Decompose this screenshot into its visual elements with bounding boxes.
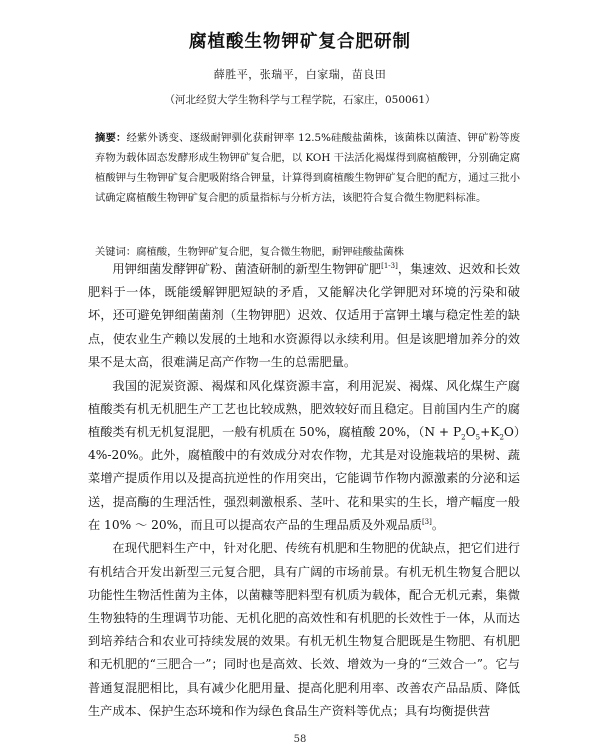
- paragraph-2-text-b: O）4%-20%。此外，腐植酸中的有效成分对农作物，尤其是对设施栽培的果树、蔬菜增产提质作用以及提高抗逆性的作用突出，它能调节作物内源激素的分泌和运送，提高酶的生理活性，强烈刺激根系、茎叶、花和果实的生长，增产幅度一般在 10% ～ 20%，而且可以提高农产品的生理品质及外观品质: [88, 424, 520, 532]
- abstract: [95, 128, 520, 208]
- paragraph-2: [88, 375, 520, 537]
- subscript: 2: [499, 433, 504, 442]
- paragraph-2-text-a: 我国的泥炭资源、褐煤和风化煤资源丰富，利用泥炭、褐煤、风化煤生产腐植酸类有机无机肥生产工艺也比较成熟，肥效较好而且稳定。目前国内生产的腐植酸类有机无机复混肥，一般有机质在 50%，腐植酸 20%，（N + P: [88, 378, 520, 439]
- paragraph-1-text-a: 用钾细菌发酵钾矿粉、菌渣研制的新型生物钾矿肥: [112, 262, 382, 276]
- affiliation: （河北经贸大学生物科学与工程学院，石家庄，050061）: [164, 94, 436, 106]
- formula-part: +K: [480, 424, 500, 439]
- paragraph-1: [88, 258, 520, 374]
- subscript: 2: [461, 433, 466, 442]
- paragraph-2-text-c: 。: [431, 517, 445, 532]
- authors: 薛胜平，张瑞平，白家瑞，苗良田: [213, 68, 387, 81]
- paper-title: 腐植酸生物钾矿复合肥研制: [189, 32, 411, 52]
- subscript: 5: [475, 433, 481, 442]
- citation: [1-3]: [381, 261, 398, 270]
- citation: [3]: [421, 517, 432, 526]
- formula-part: O: [465, 424, 476, 439]
- abstract-text: 经紫外诱变、逐级耐钾驯化获耐钾率 12.5%硅酸盐菌株，该菌株以菌渣、钾矿粉等废弃物为载体固态发酵形成生物钾矿复合肥，以 KOH 干法活化褐煤得到腐植酸钾，分别确定腐植酸钾与生物钾矿复合肥吸附络合钾量，计算得到腐植酸生物钾矿复合肥的配方，通过三批小试确定腐植酸生物钾矿复合肥的质量指标与分析方法，该肥符合复合微生物肥料标准。: [95, 132, 521, 204]
- keywords-text: 腐植酸，生物钾矿复合肥，复合微生物肥，耐钾硅酸盐菌株: [136, 246, 404, 258]
- keywords-label: 关键词：: [95, 246, 137, 258]
- paragraph-3: 在现代肥料生产中，针对化肥、传统有机肥和生物肥的优缺点，把它们进行有机结合开发出新型三元复合肥，具有广阔的市场前景。有机无机生物复合肥以功能性生物活性菌为主体，以菌糠等肥料型有机质为载体，配合无机元素，集微生物独特的生理调节功能、无机化肥的高效性和有机肥的长效性于一体，从而达到培养结合和农业可持续发展的效果。有机无机生物复合肥既是生物肥、有机肥和无机肥的“三肥合一”；同时也是高效、长效、增效为一身的“三效合一”。它与普通复混肥相比，具有减少化肥用量、提高化肥利用率、改善农产品品质、降低生产成本、保护生态环境和作为绿色食品生产资料等优点；具有均衡提供营: [88, 541, 520, 718]
- body-text: [88, 258, 520, 723]
- paragraph-1-text-b: ，集速效、迟效和长效肥料于一体，既能缓解钾肥短缺的矛盾，又能解决化学钾肥对环境的污染和破坏，还可避免钾细菌菌剂（生物钾肥）迟效、仅适用于富钾土壤与稳定性差的缺点，使农业生产赖以发展的土地和水资源得以永续利用。但是该肥增加养分的效果不是太高，很难满足高产作物一生的总需肥量。: [88, 262, 521, 369]
- abstract-label: 摘要：: [95, 132, 127, 144]
- page-number: 58: [293, 734, 307, 745]
